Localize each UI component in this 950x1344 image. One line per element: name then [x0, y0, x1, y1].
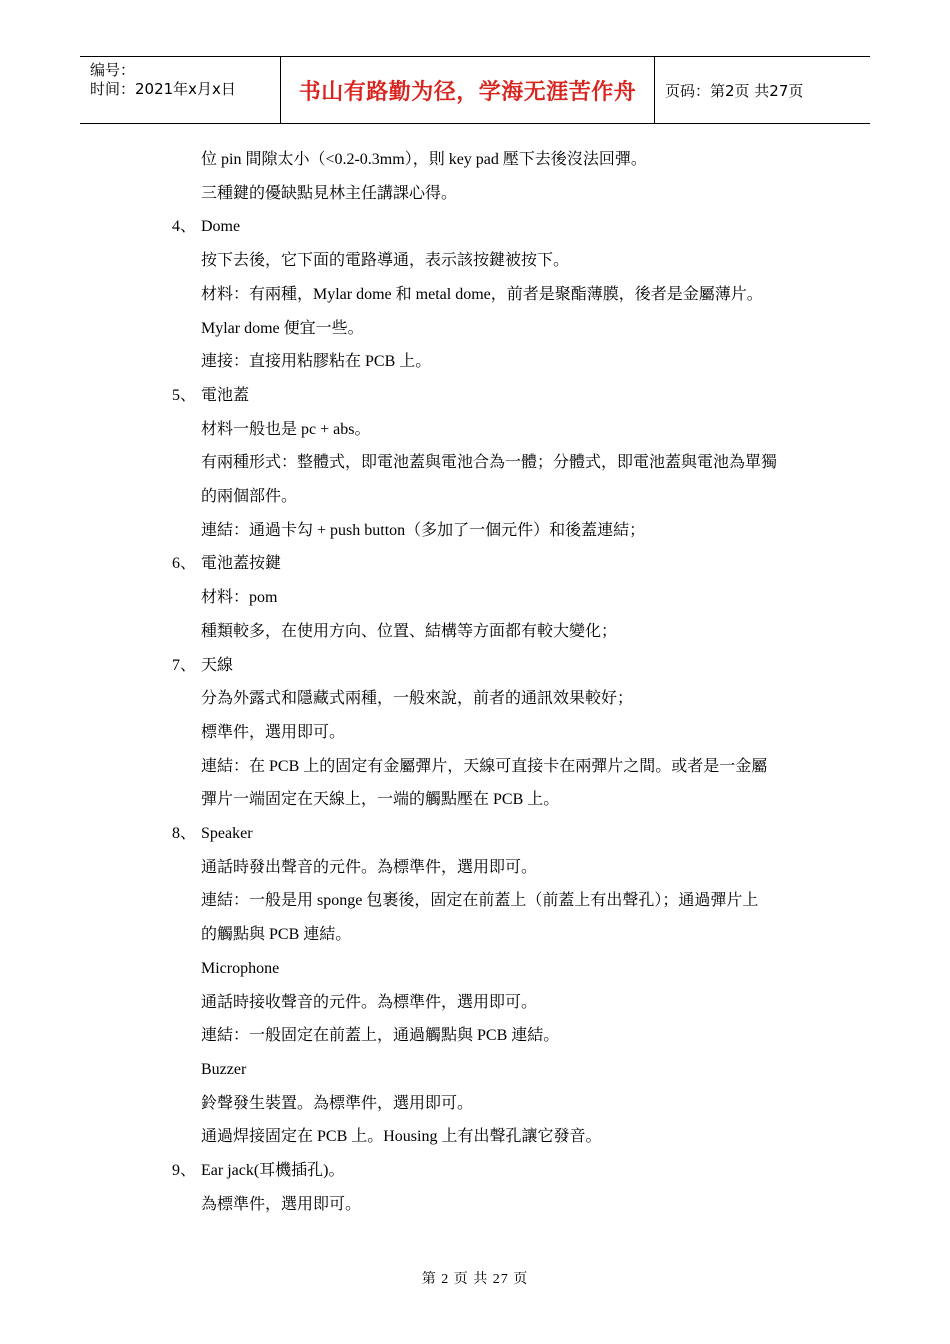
- body-text-line: 有兩種形式：整體式，即電池蓋與電池合為一體；分體式，即電池蓋與電池為單獨: [201, 454, 778, 471]
- body-text-line: 種類較多，在使用方向、位置、結構等方面都有較大變化；: [201, 623, 618, 640]
- body-text-line: 標準件，選用即可。: [201, 724, 346, 741]
- body-text-line: Microphone: [201, 960, 280, 977]
- header-number-label: 编号：: [90, 61, 136, 79]
- page-header: [80, 56, 870, 124]
- body-text-line: 材料：有兩種，Mylar dome 和 metal dome，前者是聚酯薄膜，後者是金屬薄片。: [201, 286, 763, 303]
- header-motto: 书山有路勤为径，学海无涯苦作舟: [281, 57, 655, 123]
- body-text-line: 材料一般也是 pc + abs。: [201, 421, 371, 438]
- body-text-line: 連結：一般是用 sponge 包裹後，固定在前蓋上（前蓋上有出聲孔）；通過彈片上: [201, 892, 759, 909]
- body-text-line: 為標準件，選用即可。: [201, 1196, 362, 1213]
- section-number: 9、: [172, 1162, 197, 1179]
- header-meta: [80, 57, 281, 123]
- body-text-line: Mylar dome 便宜一些。: [201, 320, 364, 337]
- section-heading: 電池蓋: [201, 387, 250, 404]
- body-text-line: 通話時發出聲音的元件。為標準件，選用即可。: [201, 859, 538, 876]
- section-number: 7、: [172, 657, 197, 674]
- body-text-line: 的觸點與 PCB 連結。: [201, 926, 352, 943]
- body-text-line: 連接：直接用粘膠粘在 PCB 上。: [201, 353, 432, 370]
- body-text-line: 連結：在 PCB 上的固定有金屬彈片，天線可直接卡在兩彈片之間。或者是一金屬: [201, 758, 768, 775]
- section-heading: Speaker: [201, 825, 253, 842]
- section-heading: Ear jack(耳機插孔)。: [201, 1162, 345, 1179]
- body-text-line: 通過焊接固定在 PCB 上。Housing 上有出聲孔讓它發音。: [201, 1128, 602, 1145]
- section-heading: Dome: [201, 218, 241, 235]
- body-text-line: 位 pin 間隙太小（<0.2-0.3mm），則 key pad 壓下去後沒法回彈。: [201, 151, 647, 168]
- section-number: 8、: [172, 825, 197, 842]
- body-text-line: 三種鍵的優缺點見林主任講課心得。: [201, 185, 458, 202]
- section-number: 6、: [172, 555, 197, 572]
- section-number: 4、: [172, 218, 197, 235]
- body-text-line: 通話時接收聲音的元件。為標準件，選用即可。: [201, 994, 538, 1011]
- body-text-line: 分為外露式和隱藏式兩種，一般來說，前者的通訊效果較好；: [201, 690, 634, 707]
- header-page-info: 页码：第2页 共27页: [665, 81, 804, 100]
- page-footer: 第 2 页 共 27 页: [421, 1272, 529, 1287]
- body-text-line: 的兩個部件。: [201, 488, 298, 505]
- body-text-line: 連結：一般固定在前蓋上，通過觸點與 PCB 連結。: [201, 1027, 560, 1044]
- body-text-line: 材料：pom: [201, 589, 278, 606]
- section-number: 5、: [172, 387, 197, 404]
- body-text-line: Buzzer: [201, 1061, 247, 1078]
- body-text-line: 彈片一端固定在天線上，一端的觸點壓在 PCB 上。: [201, 791, 560, 808]
- section-heading: 天線: [201, 657, 234, 674]
- body-text-line: 連結：通過卡勾 + push button（多加了一個元件）和後蓋連結；: [201, 522, 646, 539]
- body-text-line: 鈴聲發生裝置。為標準件，選用即可。: [201, 1095, 474, 1112]
- section-heading: 電池蓋按鍵: [201, 555, 282, 572]
- body-text-line: 按下去後，它下面的電路導通，表示該按鍵被按下。: [201, 252, 570, 269]
- header-time-label: 时间：2021年x月x日: [90, 80, 236, 98]
